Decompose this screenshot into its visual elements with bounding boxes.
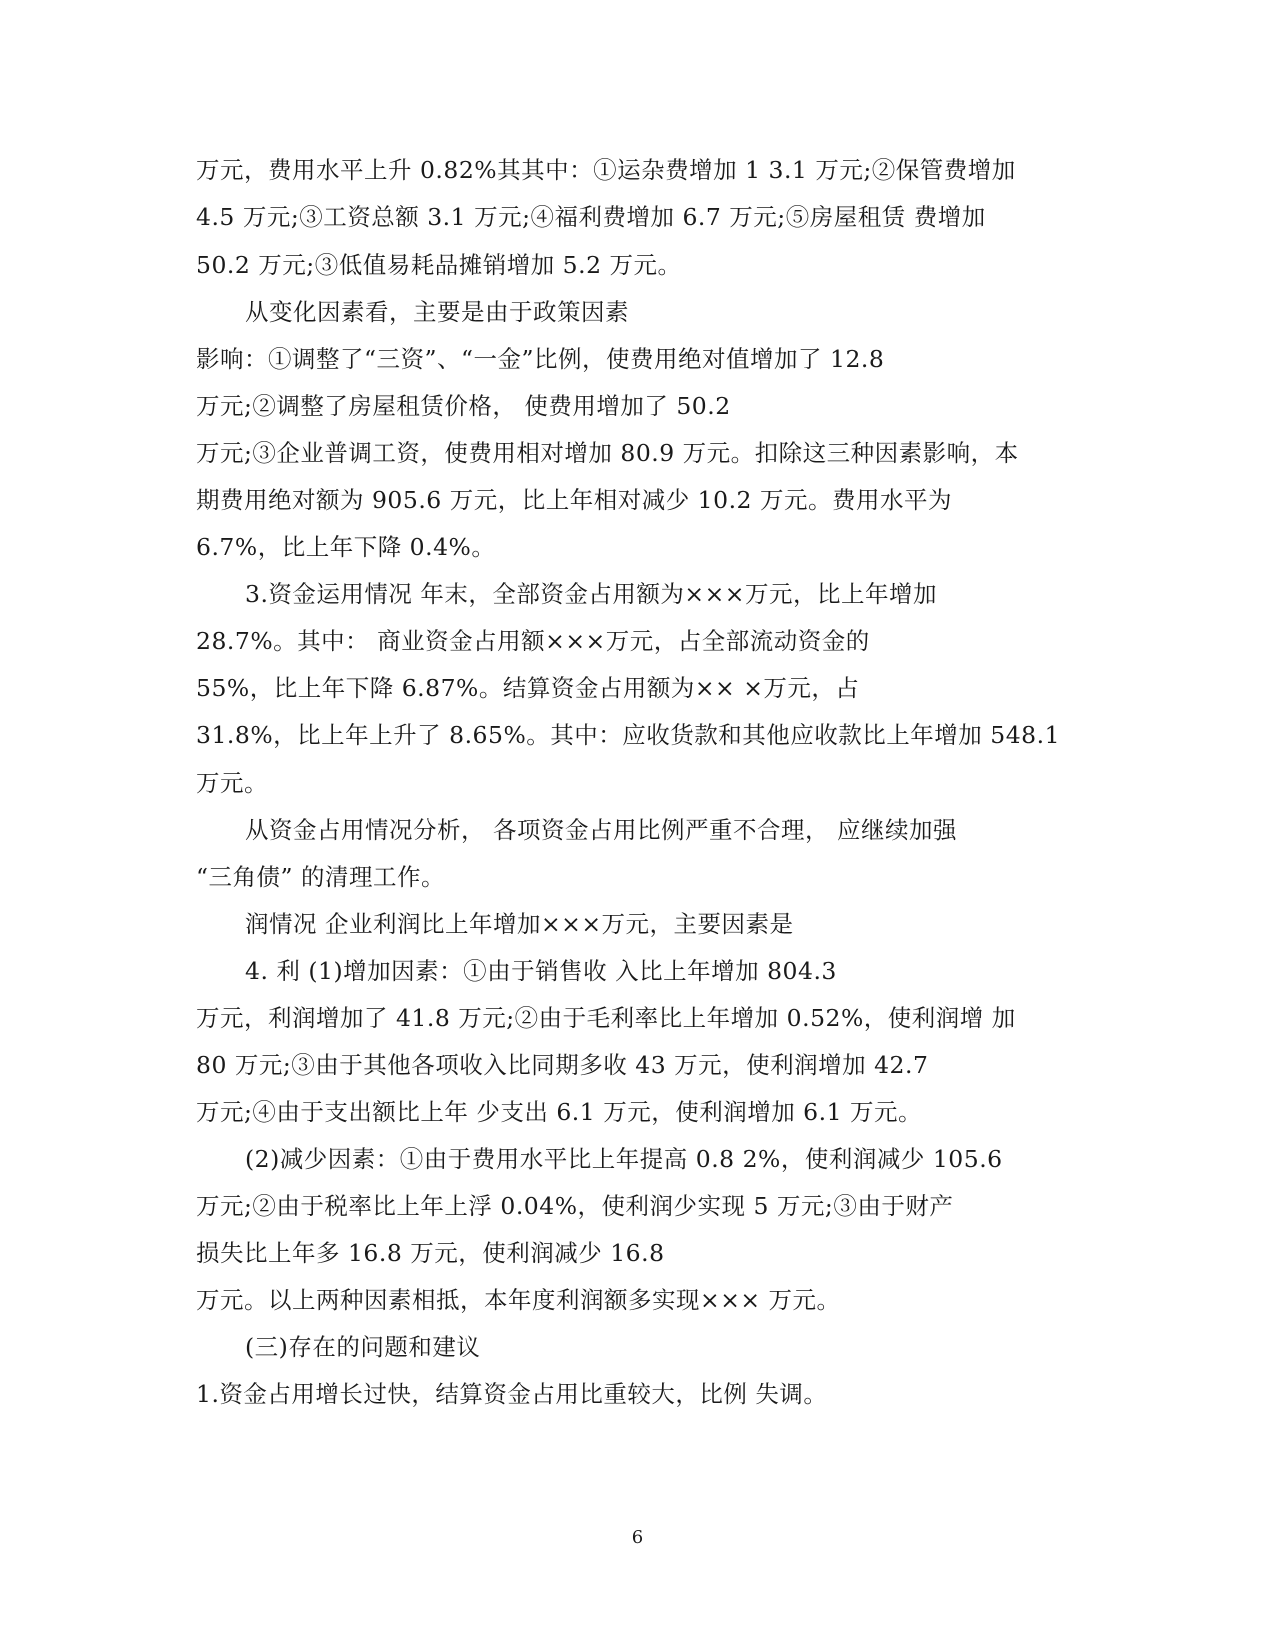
text-line: 4.5 万元;③工资总额 3.1 万元;④福利费增加 6.7 万元;⑤房屋租赁 费增加 [196, 203, 986, 231]
text-line: 万元。 [196, 769, 268, 797]
text-line: 从资金占用情况分析， 各项资金占用比例严重不合理， 应继续加强 [245, 816, 957, 844]
text-line: 润情况 企业利润比上年增加×××万元，主要因素是 [245, 910, 794, 938]
page-number: 6 [631, 1527, 644, 1548]
text-line: 6.7%，比上年下降 0.4%。 [196, 533, 496, 561]
text-line: 万元;②调整了房屋租赁价格， 使费用增加了 50.2 [196, 392, 731, 420]
text-line: “三角债” 的清理工作。 [196, 863, 445, 891]
text-line: 万元;④由于支出额比上年 少支出 6.1 万元，使利润增加 6.1 万元。 [196, 1098, 923, 1126]
text-line: 50.2 万元;③低值易耗品摊销增加 5.2 万元。 [196, 251, 682, 279]
text-line: 期费用绝对额为 905.6 万元，比上年相对减少 10.2 万元。费用水平为 [196, 486, 952, 514]
text-line: 28.7%。其中： 商业资金占用额×××万元，占全部流动资金的 [196, 627, 870, 655]
text-line: 万元，费用水平上升 0.82%其其中：①运杂费增加 1 3.1 万元;②保管费增加 [196, 156, 1016, 184]
text-line: 55%，比上年下降 6.87%。结算资金占用额为×× ×万元，占 [196, 674, 860, 702]
text-line: 80 万元;③由于其他各项收入比同期多收 43 万元，使利润增加 42.7 [196, 1051, 929, 1079]
text-line: 损失比上年多 16.8 万元，使利润减少 16.8 [196, 1239, 665, 1267]
text-line: 1.资金占用增长过快，结算资金占用比重较大，比例 失调。 [196, 1380, 828, 1408]
text-line: 万元，利润增加了 41.8 万元;②由于毛利率比上年增加 0.52%，使利润增 加 [196, 1004, 1016, 1032]
text-line: 万元;②由于税率比上年上浮 0.04%，使利润少实现 5 万元;③由于财产 [196, 1192, 954, 1220]
text-line: 4. 利 (1)增加因素：①由于销售收 入比上年增加 804.3 [245, 957, 837, 985]
text-line: 从变化因素看，主要是由于政策因素 [245, 298, 629, 326]
text-line: (2)减少因素：①由于费用水平比上年提高 0.8 2%，使利润减少 105.6 [245, 1145, 1003, 1173]
text-line: 3.资金运用情况 年末，全部资金占用额为×××万元，比上年增加 [245, 580, 937, 608]
text-line: 万元;③企业普调工资，使费用相对增加 80.9 万元。扣除这三种因素影响，本 [196, 439, 1019, 467]
text-line: 万元。以上两种因素相抵，本年度利润额多实现××× 万元。 [196, 1286, 841, 1314]
text-line: 31.8%，比上年上升了 8.65%。其中：应收货款和其他应收款比上年增加 548.1 [196, 721, 1061, 749]
text-line: 影响：①调整了“三资”、“一金”比例，使费用绝对值增加了 12.8 [196, 345, 885, 373]
section-heading: (三)存在的问题和建议 [245, 1333, 481, 1361]
